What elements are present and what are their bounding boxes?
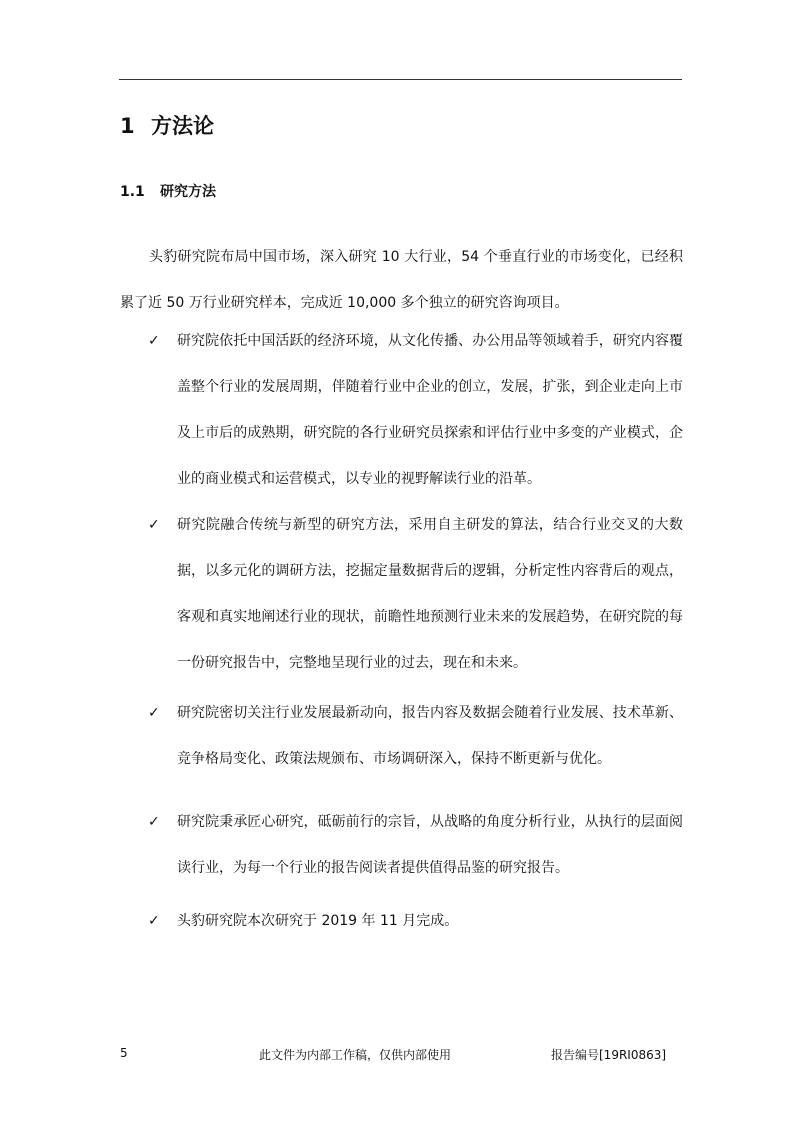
bullet-text: 研究院秉承匠心研究，砥砺前行的宗旨，从战略的角度分析行业，从执行的层面阅读行业，为每一个行业的报告阅读者提供值得品鉴的研究报告。 [177, 814, 683, 876]
report-id: 报告编号[19RI0863] [551, 1048, 667, 1062]
footer-notice: 此文件为内部工作稿，仅供内部使用 [259, 1048, 452, 1062]
bullet-item [120, 690, 683, 782]
checkmark-icon: ✓ [148, 333, 160, 349]
intro-paragraph: 头豹研究院布局中国市场，深入研究 10 大行业，54 个垂直行业的市场变化，已经积累了近 50 万行业研究样本，完成近 10,000 多个独立的研究咨询项目。 [120, 249, 683, 311]
page-number: 5 [120, 1046, 128, 1060]
section-number: 1 [120, 114, 135, 138]
bullet-item [120, 318, 683, 502]
checkmark-icon: ✓ [148, 913, 160, 929]
bullet-item [120, 799, 683, 891]
section-title: 方法论 [151, 114, 214, 138]
bullet-item [120, 502, 683, 686]
bullet-item [120, 898, 683, 944]
section-heading [120, 110, 214, 140]
bullet-text: 研究院依托中国活跃的经济环境，从文化传播、办公用品等领域着手，研究内容覆盖整个行业的发展周期，伴随着行业中企业的创立，发展，扩张，到企业走向上市及上市后的成熟期，研究院的各行业研究员探索和评估行业中多变的产业模式，企业的商业模式和运营模式，以专业的视野解读行业的沿革。 [177, 333, 683, 487]
subsection-number: 1.1 [120, 184, 145, 200]
checkmark-icon: ✓ [148, 705, 160, 721]
subsection-title: 研究方法 [160, 184, 216, 200]
bullet-text: 头豹研究院本次研究于 2019 年 11 月完成。 [177, 913, 459, 929]
checkmark-icon: ✓ [148, 814, 160, 830]
bullet-text: 研究院密切关注行业发展最新动向，报告内容及数据会随着行业发展、技术革新、竞争格局变化、政策法规颁布、市场调研深入，保持不断更新与优化。 [177, 705, 683, 767]
subsection-heading [120, 181, 216, 201]
checkmark-icon: ✓ [148, 517, 160, 533]
bullet-text: 研究院融合传统与新型的研究方法，采用自主研发的算法，结合行业交叉的大数据，以多元化的调研方法，挖掘定量数据背后的逻辑，分析定性内容背后的观点，客观和真实地阐述行业的现状，前瞻性地预测行业未来的发展趋势，在研究院的每一份研究报告中，完整地呈现行业的过去，现在和未来。 [177, 517, 683, 671]
header-rule [119, 79, 682, 80]
